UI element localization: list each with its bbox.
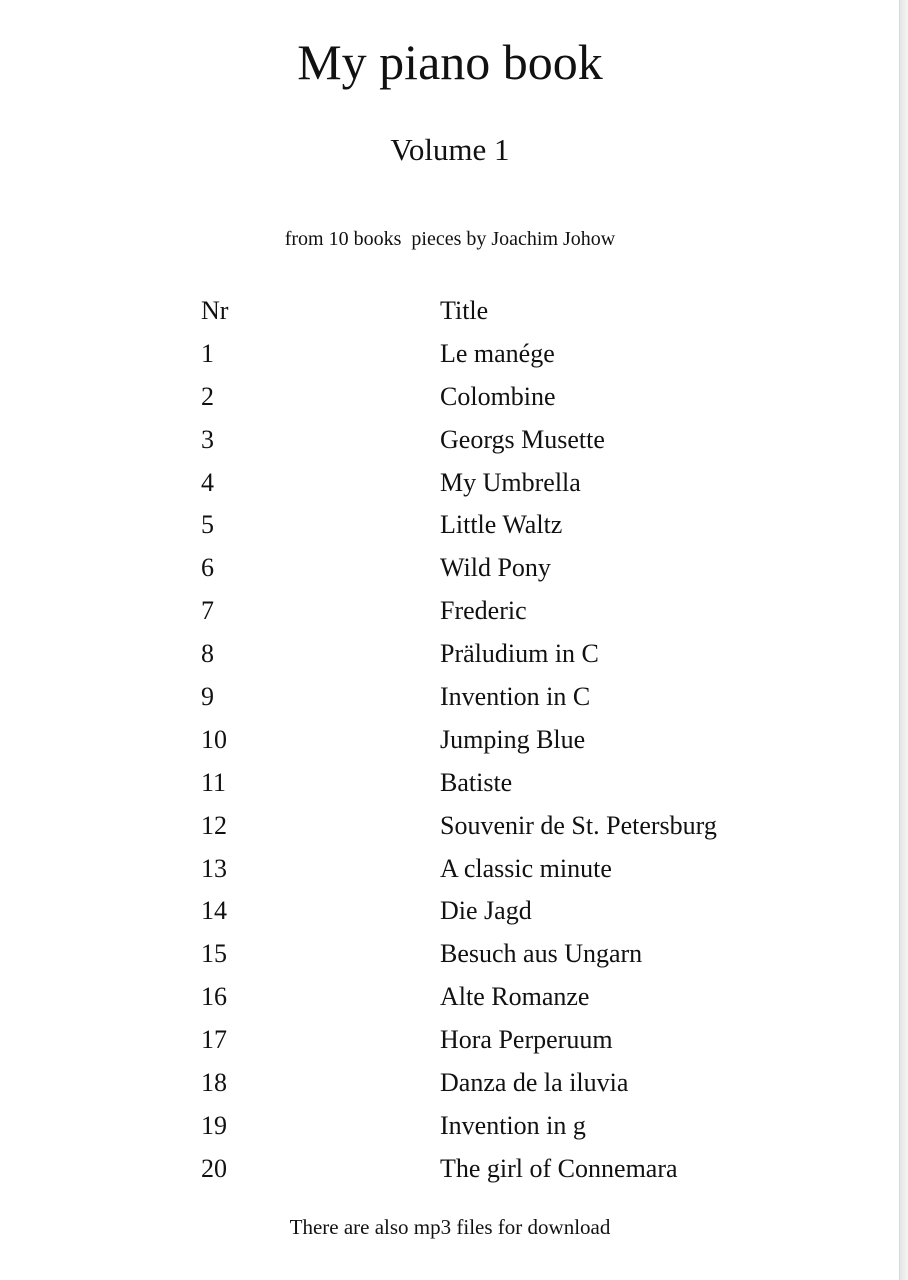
row-nr: 11 <box>201 767 227 797</box>
row-nr: 8 <box>201 639 214 669</box>
table-row <box>0 376 900 419</box>
table-row <box>0 933 900 976</box>
page-edge <box>899 0 908 1280</box>
row-title: Colombine <box>440 381 556 411</box>
table-row <box>0 1062 900 1105</box>
table-row <box>0 719 900 762</box>
row-title: Le manége <box>440 338 555 368</box>
table-row <box>0 462 900 505</box>
footer-note: There are also mp3 files for download <box>289 1215 611 1239</box>
row-nr: 14 <box>201 896 227 926</box>
row-nr: 20 <box>201 1153 227 1183</box>
table-row <box>0 419 900 462</box>
row-nr: 4 <box>201 467 214 497</box>
row-title: Frederic <box>440 596 527 626</box>
row-title: Invention in g <box>440 1110 586 1140</box>
row-nr: 9 <box>201 682 214 712</box>
row-title: Besuch aus Ungarn <box>440 939 643 969</box>
table-row <box>0 333 900 376</box>
row-nr: 19 <box>201 1110 227 1140</box>
row-title: Little Waltz <box>440 510 563 540</box>
row-title: Souvenir de St. Petersburg <box>440 810 717 840</box>
table-row <box>0 762 900 805</box>
row-title: Wild Pony <box>440 553 551 583</box>
row-title: My Umbrella <box>440 467 581 497</box>
table-row <box>0 1105 900 1148</box>
table-header <box>0 290 900 333</box>
row-title: Die Jagd <box>440 896 532 926</box>
row-title: A classic minute <box>440 853 612 883</box>
row-title: Georgs Musette <box>440 424 605 454</box>
table-row <box>0 890 900 933</box>
subtitle: from 10 books pieces by Joachim Johow <box>284 228 616 250</box>
table-row <box>0 633 900 676</box>
row-title: Hora Perperuum <box>440 1025 613 1055</box>
row-title: Jumping Blue <box>440 724 586 754</box>
table-row <box>0 590 900 633</box>
table-row <box>0 676 900 719</box>
row-nr: 2 <box>201 381 214 411</box>
header-nr: Nr <box>201 296 229 325</box>
row-title: Invention in C <box>440 682 591 712</box>
table-row <box>0 504 900 547</box>
table-row <box>0 848 900 891</box>
table-row <box>0 547 900 590</box>
row-title: Präludium in C <box>440 639 599 669</box>
row-nr: 18 <box>201 1068 227 1098</box>
row-nr: 10 <box>201 724 227 754</box>
row-nr: 6 <box>201 553 214 583</box>
row-title: Batiste <box>440 767 513 797</box>
row-title: Danza de la iluvia <box>440 1068 629 1098</box>
table-row <box>0 1019 900 1062</box>
table-row <box>0 1148 900 1191</box>
row-nr: 7 <box>201 596 214 626</box>
row-nr: 15 <box>201 939 227 969</box>
row-title: Alte Romanze <box>440 982 590 1012</box>
volume-label: Volume 1 <box>390 132 510 167</box>
row-nr: 13 <box>201 853 227 883</box>
row-title: The girl of Connemara <box>440 1153 678 1183</box>
row-nr: 16 <box>201 982 227 1012</box>
table-row <box>0 805 900 848</box>
row-nr: 5 <box>201 510 214 540</box>
row-nr: 17 <box>201 1025 227 1055</box>
table-of-contents <box>0 290 900 1191</box>
document-title: My piano book <box>297 34 603 90</box>
header-title: Title <box>440 296 489 325</box>
row-nr: 3 <box>201 424 214 454</box>
row-nr: 1 <box>201 338 214 368</box>
table-row <box>0 976 900 1019</box>
row-nr: 12 <box>201 810 227 840</box>
